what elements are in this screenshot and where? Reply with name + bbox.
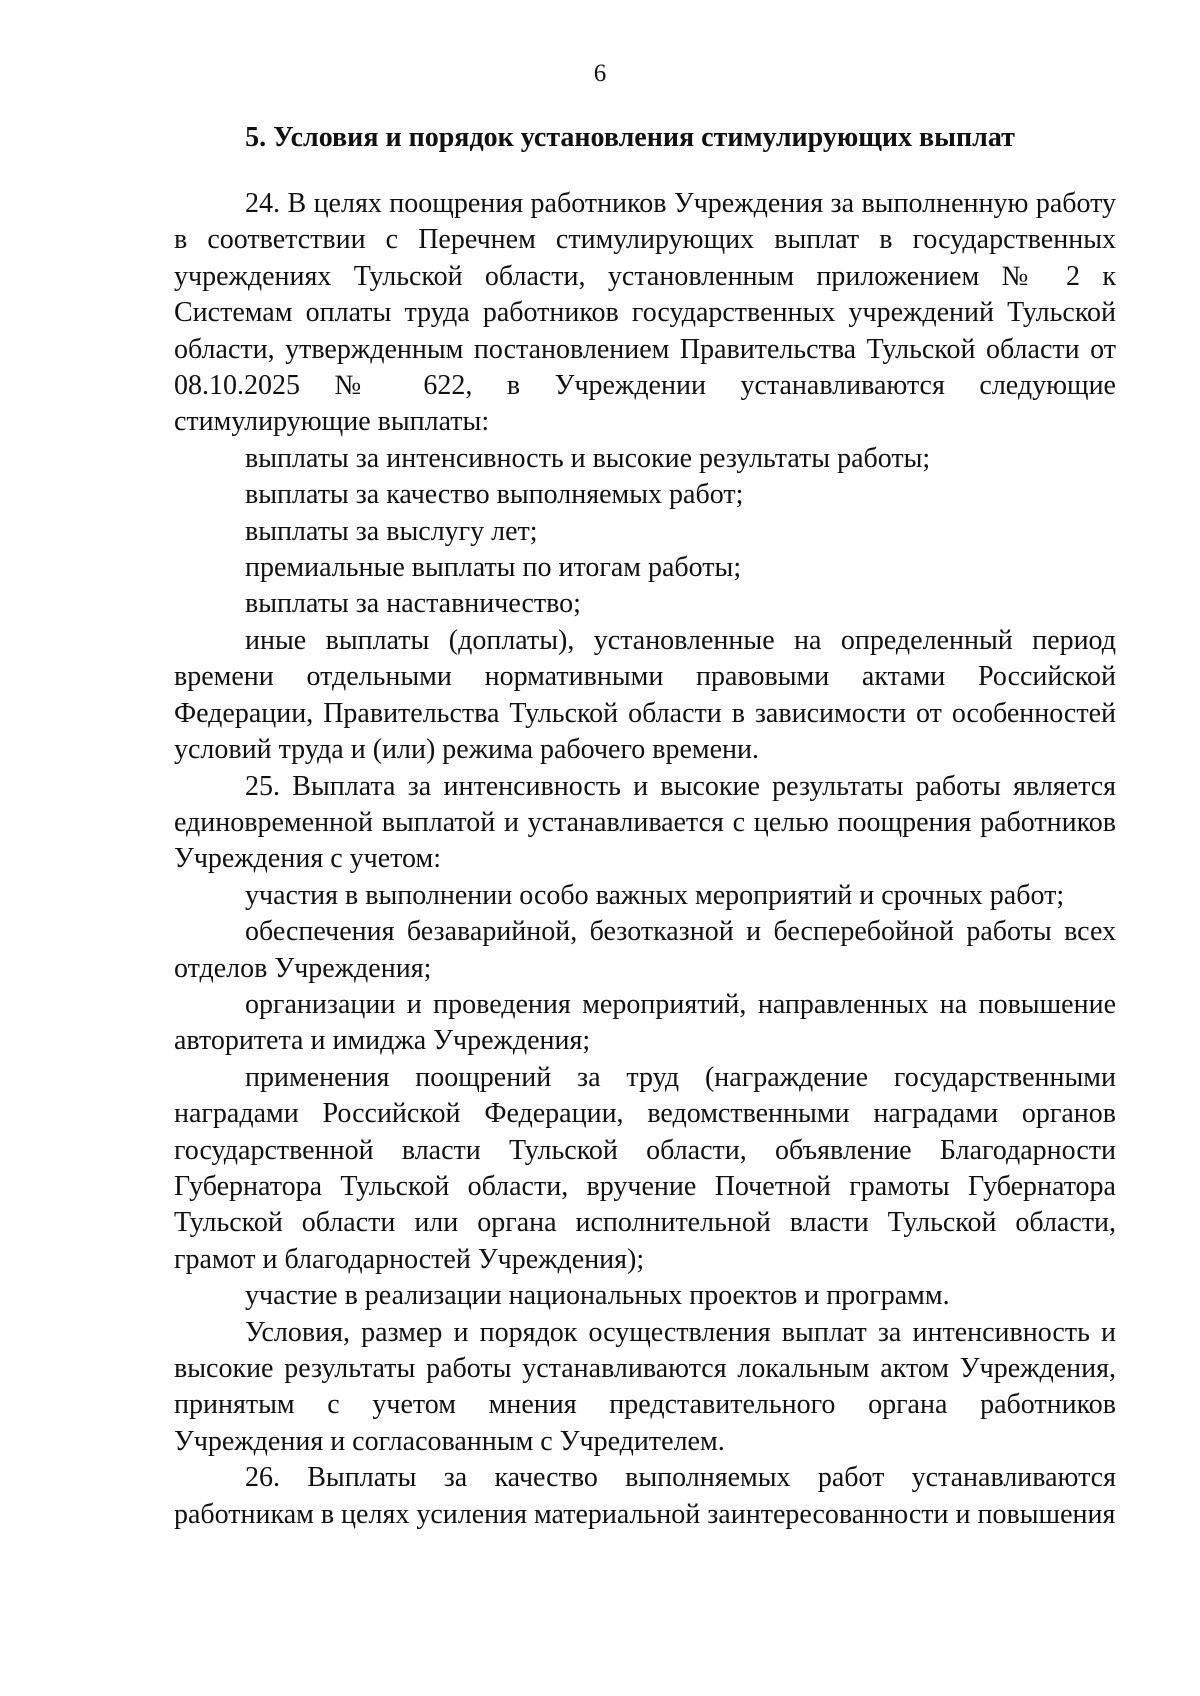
document-body [174,186,1116,1533]
list-item-awards: применения поощрений за труд (награждение государственными наградами Российской Федерации, ведомственными наградами органов государственной власти Тульской области, объявление Благодарности Губернатора Тульской области, вручение Почетной грамоты Губернатора Тульской области или органа исполнительной власти Тульской области, грамот и благодарностей Учреждения); [174,1061,1116,1275]
list-item-bonus-payments: премиальные выплаты по итогам работы; [245,552,742,584]
list-item-authority-events: организации и проведения мероприятий, направленных на повышение авторитета и имиджа Учреждения; [174,988,1116,1057]
list-item-uninterrupted-work: обеспечения безаварийной, безотказной и бесперебойной работы всех отделов Учреждения; [174,916,1116,984]
paragraph-24-intro: 24. В целях поощрения работников Учреждения за выполненную работу в соответствии с Перечнем стимулирующих выплат в государственных учреждениях Тульской области, установленным приложением № 2 к Системам оплаты труда работников государственных учреждений Тульской области, утвержденным постановлением Правительства Тульской области от 08.10.2025 № 622, в Учреждении устанавливаются следующие стимулирующие выплаты: [174,188,1116,438]
list-item-intensity-payments: выплаты за интенсивность и высокие результаты работы; [245,442,931,474]
list-item-mentoring-payments: выплаты за наставничество; [245,588,581,620]
list-item-national-projects: участие в реализации национальных проектов и программ. [245,1280,950,1312]
paragraph-25-intro: 25. Выплата за интенсивность и высокие результаты работы является единовременной выплатой и устанавливается с целью поощрения работников Учреждения с учетом: [174,770,1116,875]
paragraph-26-intro: 26. Выплаты за качество выполняемых работ устанавливаются работникам в целях усиления материальной заинтересованности и повышения [174,1462,1116,1530]
list-item-important-events: участия в выполнении особо важных мероприятий и срочных работ; [245,879,1065,911]
list-item-other-payments: иные выплаты (доплаты), установленные на определенный период времени отдельными нормативными правовыми актами Российской Федерации, Правительства Тульской области в зависимости от особенностей условий труда и (или) режима рабочего времени. [174,624,1116,766]
section-title: 5. Условия и порядок установления стимулирующих выплат [245,122,1015,153]
page-number: 6 [593,60,607,87]
paragraph-conditions: Условия, размер и порядок осуществления выплат за интенсивность и высокие результаты работы устанавливаются локальным актом Учреждения, принятым с учетом мнения представительного органа работников Учреждения и согласованным с Учредителем. [174,1316,1116,1457]
list-item-seniority-payments: выплаты за выслугу лет; [245,515,538,547]
list-item-quality-payments: выплаты за качество выполняемых работ; [245,479,744,511]
